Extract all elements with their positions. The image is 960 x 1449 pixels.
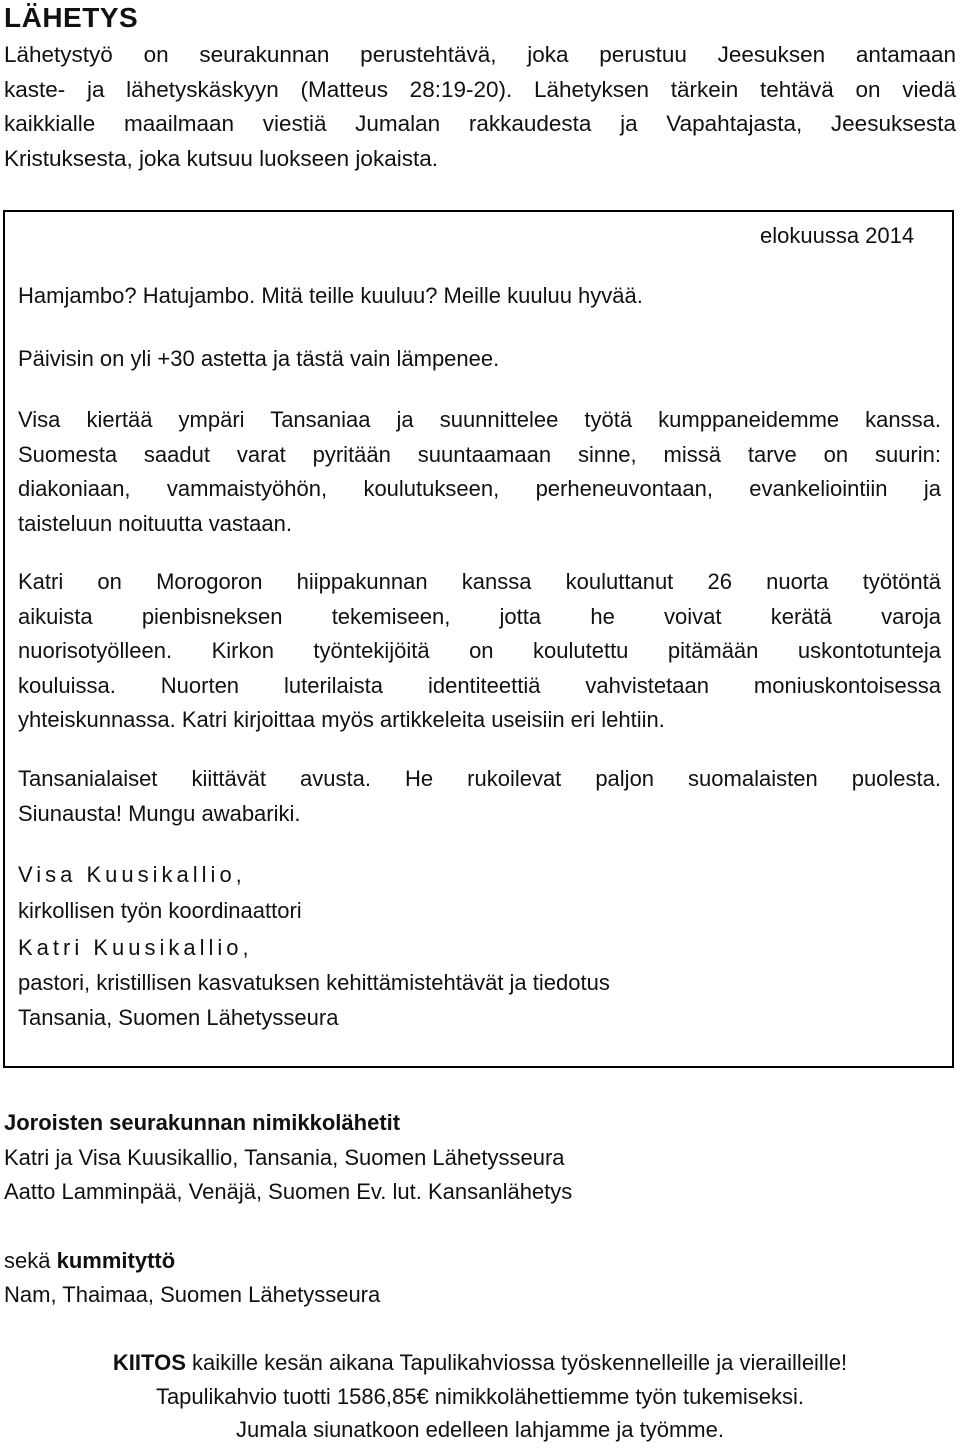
letter-date: elokuussa 2014 [760, 223, 915, 248]
letter-line: Visa kiertää ympäri Tansaniaa ja suunnittelee työtä kumppaneidemme kanssa. [18, 407, 941, 432]
intro-line: Lähetystyö on seurakunnan perustehtävä, joka perustuu Jeesuksen antamaan [4, 42, 956, 67]
letter-paragraph-2 [18, 565, 941, 738]
letter-line: aikuista pienbisneksen tekemiseen, jotta he voivat kerätä varoja [18, 603, 941, 629]
signature-name-katri: Katri Kuusikallio, [18, 935, 253, 960]
intro-paragraph [4, 38, 956, 176]
missionary-line: Aatto Lamminpää, Venäjä, Suomen Ev. lut. Kansanlähetys [4, 1179, 573, 1204]
intro-line: kaikkialle maailmaan viestiä Jumalan rakkaudesta ja Vapahtajasta, Jeesuksesta [4, 111, 956, 136]
letter-line: kouluissa. Nuorten luterilaista identiteettiä vahvistetaan moniuskontoisessa [18, 672, 941, 698]
letter-line: diakoniaan, vammaistyöhön, koulutukseen, perheneuvontaan, evankeliointiin ja [18, 476, 941, 501]
letter-line: taisteluun noituutta vastaan. [18, 510, 292, 536]
signature-role-visa: kirkollisen työn koordinaattori [18, 898, 302, 923]
letter-line: nuorisotyölleen. Kirkon työntekijöitä on koulutettu pitämään uskontotunteja [18, 638, 941, 663]
letter-paragraph-3 [18, 762, 941, 831]
thanks-line-1: KIITOS kaikille kesän aikana Tapulikahviossa työskennelleille ja vierailleille! [112, 1350, 848, 1375]
intro-line: kaste- ja lähetyskäskyyn (Matteus 28:19-20). Lähetyksen tärkein tehtävä on viedä [4, 76, 956, 102]
signature-name-visa: Visa Kuusikallio, [18, 862, 246, 887]
missionaries-heading: Joroisten seurakunnan nimikkolähetit [4, 1110, 401, 1135]
thanks-line-2: Tapulikahvio tuotti 1586,85€ nimikkolähettiemme työn tukemiseksi. [155, 1384, 805, 1409]
missionary-line: Katri ja Visa Kuusikallio, Tansania, Suomen Lähetysseura [4, 1145, 565, 1170]
letter-line: Katri on Morogoron hiippakunnan kanssa kouluttanut 26 nuorta työtöntä [18, 569, 941, 594]
letter-line: Siunausta! Mungu awabariki. [18, 800, 301, 826]
letter-paragraph-1 [18, 403, 941, 541]
intro-line: Kristuksesta, joka kutsuu luokseen jokaista. [4, 145, 438, 171]
page-title: LÄHETYS [4, 2, 139, 33]
thanks-line-3: Jumala siunatkoon edelleen lahjamme ja työmme. [236, 1417, 724, 1442]
letter-line: Tansanialaiset kiittävät avusta. He rukoilevat paljon suomalaisten puolesta. [18, 766, 941, 791]
sponsor-heading: sekä kummityttö [4, 1248, 176, 1273]
letter-weather: Päivisin on yli +30 astetta ja tästä vain lämpenee. [18, 346, 500, 371]
signature-role-katri: pastori, kristillisen kasvatuksen kehittämistehtävät ja tiedotus [18, 970, 610, 995]
letter-line: yhteiskunnassa. Katri kirjoittaa myös artikkeleita useisiin eri lehtiin. [18, 707, 665, 732]
letter-line: Suomesta saadut varat pyritään suuntaamaan sinne, missä tarve on suurin: [18, 441, 941, 467]
signature-organization: Tansania, Suomen Lähetysseura [18, 1005, 339, 1030]
letter-greeting: Hamjambo? Hatujambo. Mitä teille kuuluu? Meille kuuluu hyvää. [18, 283, 643, 308]
sponsor-line: Nam, Thaimaa, Suomen Lähetysseura [4, 1282, 381, 1307]
